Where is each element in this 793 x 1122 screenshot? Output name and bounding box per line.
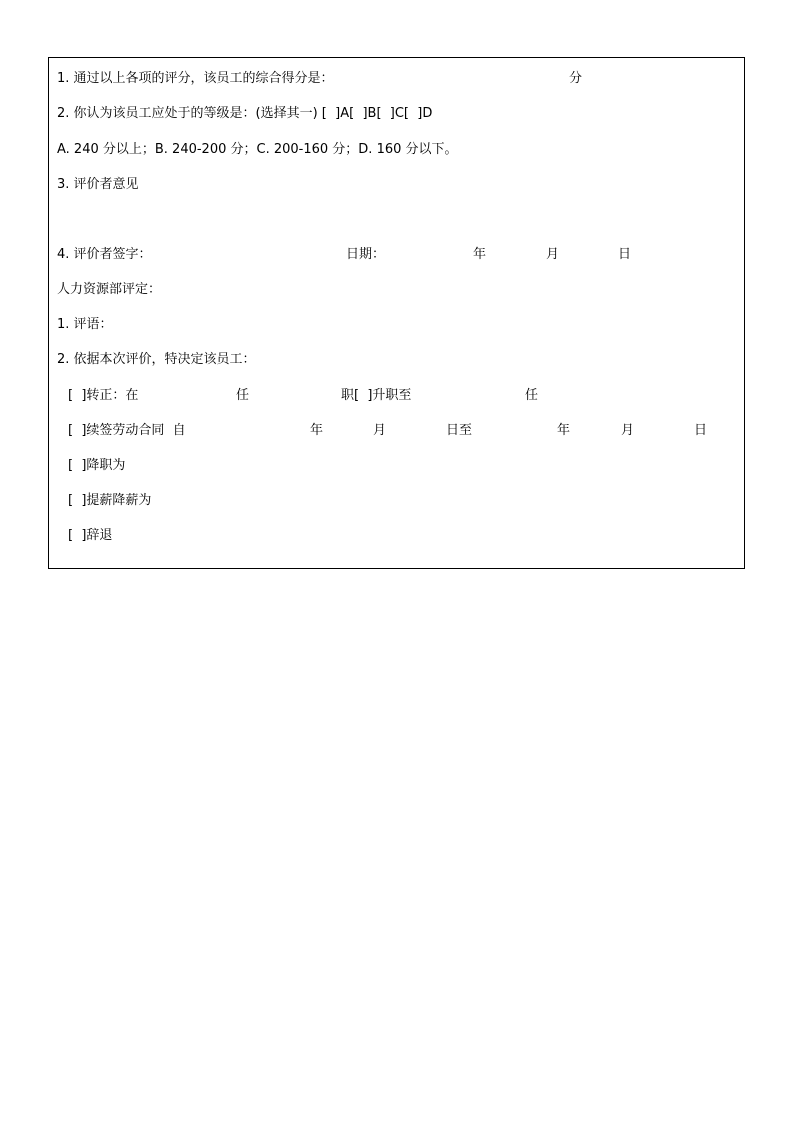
renew-month: 月 [373,423,387,438]
renew-month-2: 月 [621,423,635,438]
signature-label: 4. 评价者签字： [57,247,152,262]
renew-option: [ ]续签劳动合同 自 [68,423,186,438]
grade-label: 2. 你认为该员工应处于的等级是：(选择其一) [ ]A[ ]B[ ]C[ ]D [57,106,433,121]
renew-day-to: 日至 [446,423,473,438]
opinion-label: 3. 评价者意见 [57,177,139,192]
year-label: 年 [473,247,487,262]
evaluation-form-box [48,57,745,569]
regularize-option: [ ]转正：在 [68,388,139,403]
ren-2: 任 [525,388,539,403]
comment-label: 1. 评语： [57,317,113,332]
day-label: 日 [618,247,632,262]
month-label: 月 [546,247,560,262]
hr-title: 人力资源部评定： [57,282,162,297]
renew-year: 年 [310,423,324,438]
score-label: 1. 通过以上各项的评分，该员工的综合得分是： [57,71,334,86]
renew-day-2: 日 [694,423,708,438]
demote-option: [ ]降职为 [68,458,126,473]
renew-year-2: 年 [557,423,571,438]
grade-scale: A. 240 分以上；B. 240-200 分；C. 200-160 分；D. 160 分以下。 [57,142,458,157]
promote-option: 职[ ]升职至 [341,388,412,403]
salary-option: [ ]提薪降薪为 [68,493,152,508]
dismiss-option: [ ]辞退 [68,528,113,543]
date-label: 日期： [346,247,386,262]
score-unit: 分 [569,71,583,86]
ren-1: 任 [236,388,250,403]
decision-label: 2. 依据本次评价，特决定该员工： [57,352,256,367]
